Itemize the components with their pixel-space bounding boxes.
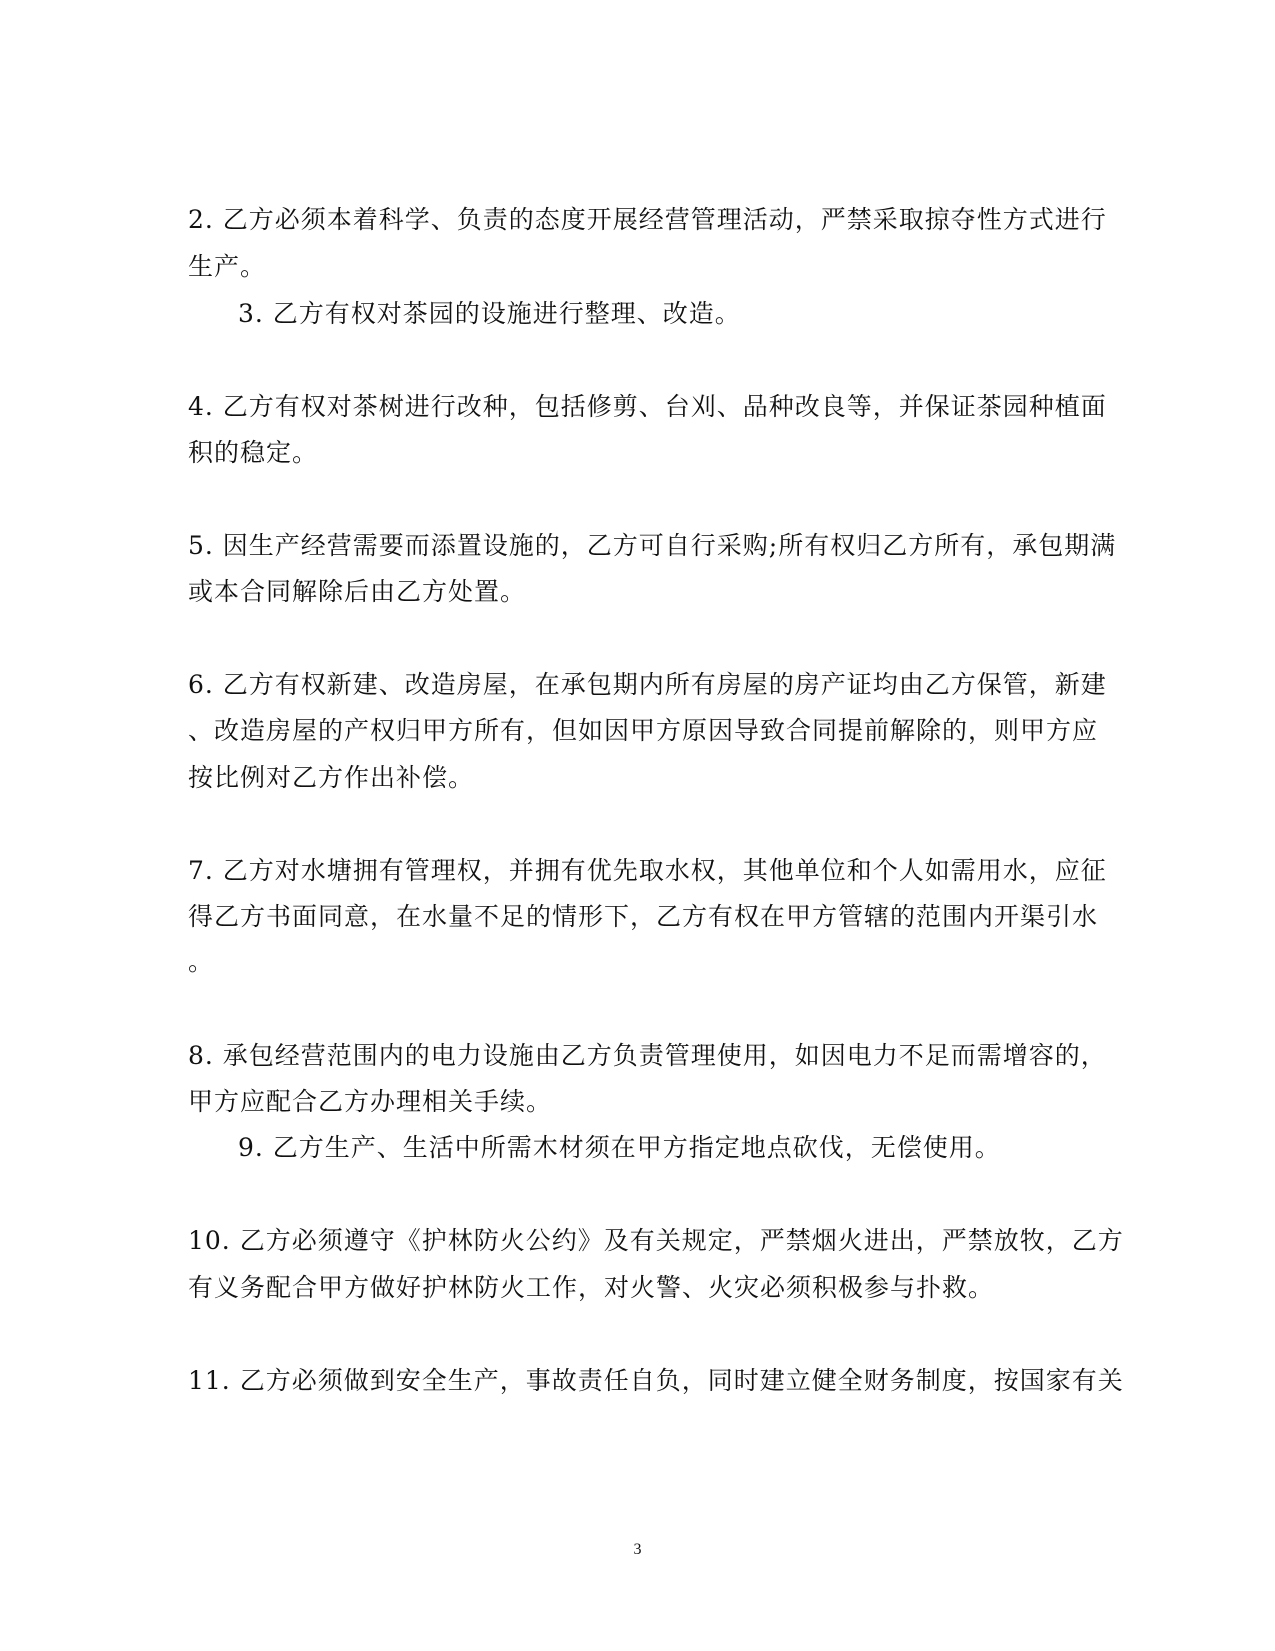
text-line: 、改造房屋的产权归甲方所有，但如因甲方原因导致合同提前解除的，则甲方应 <box>188 716 1099 745</box>
text-line: 得乙方书面同意，在水量不足的情形下，乙方有权在甲方管辖的范围内开渠引水 <box>188 902 1099 931</box>
text-line: 9. 乙方生产、生活中所需木材须在甲方指定地点砍伐，无偿使用。 <box>238 1133 1001 1162</box>
text-line: 8. 承包经营范围内的电力设施由乙方负责管理使用，如因电力不足而需增容的， <box>188 1041 1107 1070</box>
text-line: 。 <box>188 947 215 976</box>
page-number: 3 <box>633 1541 642 1558</box>
text-line: 或本合同解除后由乙方处置。 <box>188 577 527 606</box>
text-line: 2. 乙方必须本着科学、负责的态度开展经营管理活动，严禁采取掠夺性方式进行 <box>188 205 1107 234</box>
text-line: 按比例对乙方作出补偿。 <box>188 763 475 792</box>
text-line: 有义务配合甲方做好护林防火工作，对火警、火灾必须积极参与扑救。 <box>188 1273 995 1302</box>
text-line: 生产。 <box>188 252 267 281</box>
text-line: 6. 乙方有权新建、改造房屋，在承包期内所有房屋的房产证均由乙方保管，新建 <box>188 670 1107 699</box>
text-line: 11. 乙方必须做到安全生产，事故责任自负，同时建立健全财务制度，按国家有关 <box>188 1366 1124 1395</box>
text-line: 4. 乙方有权对茶树进行改种，包括修剪、台刈、品种改良等，并保证茶园种植面 <box>188 392 1107 421</box>
text-line: 5. 因生产经营需要而添置设施的，乙方可自行采购;所有权归乙方所有，承包期满 <box>188 531 1117 560</box>
text-line: 7. 乙方对水塘拥有管理权，并拥有优先取水权，其他单位和个人如需用水，应征 <box>188 856 1107 885</box>
text-line: 3. 乙方有权对茶园的设施进行整理、改造。 <box>238 299 741 328</box>
text-line: 甲方应配合乙方办理相关手续。 <box>188 1087 553 1116</box>
text-line: 积的稳定。 <box>188 438 319 467</box>
text-line: 10. 乙方必须遵守《护林防火公约》及有关规定，严禁烟火进出，严禁放牧，乙方 <box>188 1226 1124 1255</box>
